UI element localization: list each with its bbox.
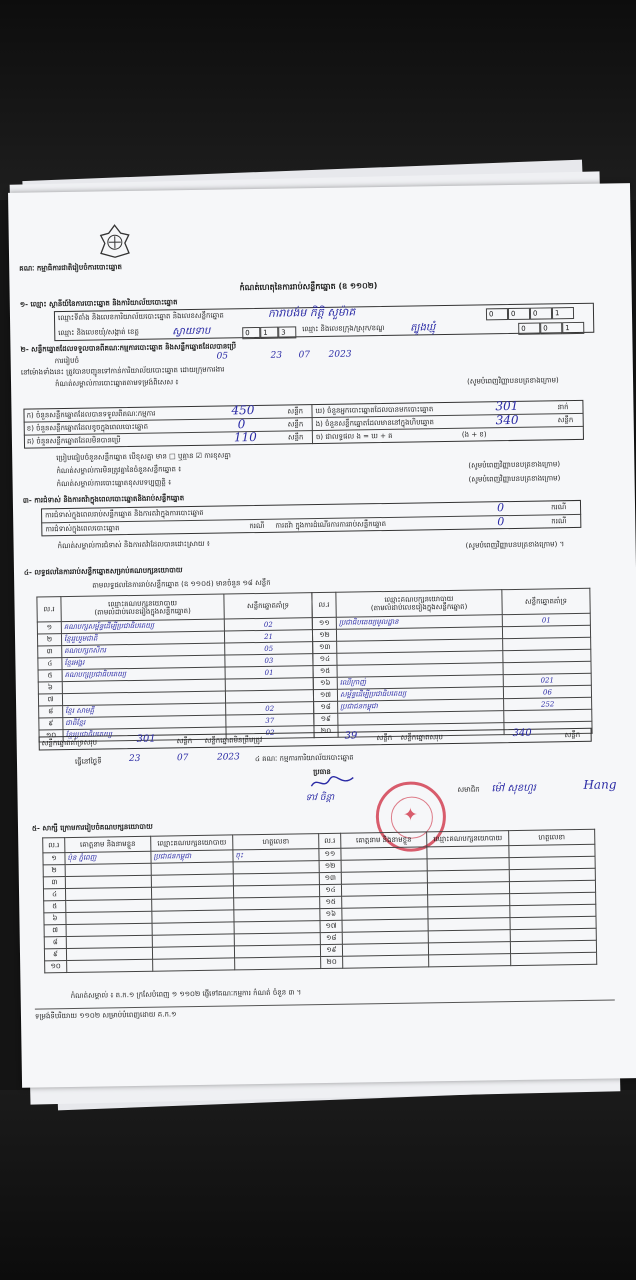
row-number: ១៨ — [320, 932, 342, 944]
form-title: កំណត់ហេតុនៃការរាប់សន្លឹកឆ្នោត (ឧ ១១០២) — [239, 281, 378, 293]
code-digit: 0 — [486, 308, 508, 320]
witness-signature: ចុះ — [233, 849, 319, 862]
party-name: ឈើក្រាញ់ — [337, 675, 503, 690]
row-number: ១ — [43, 853, 65, 865]
president-label: ប្រធាន — [313, 767, 331, 777]
section3-note-right: (សូមបំពេញវិញ្ញាបនបត្រខាងក្រោម) ។ — [465, 540, 565, 550]
row-number: ១០ — [45, 961, 67, 973]
party-votes: 252 — [504, 697, 592, 710]
section2-note2: កំណត់សម្គាល់ការមិនត្រូវគ្នានៃចំនួនសន្លឹកឆ្នោត ៖ — [56, 465, 182, 476]
col-sign-header: ហត្ថលេខា — [233, 834, 319, 850]
section3-row2-value: 0 — [497, 515, 505, 529]
code-digit: 3 — [278, 326, 296, 338]
section3-row2-mid: ការតវ៉ា ក្នុងការដំណើរការការរាប់សន្លឹកឆ្នោត — [275, 519, 387, 530]
section2-date-prefix: ការរៀបចំ — [54, 356, 80, 366]
col-no-header: ល.រ — [43, 838, 65, 853]
party-votes: 021 — [503, 673, 591, 686]
total-right-label: សន្លឹកឆ្នោតសរុប — [400, 733, 443, 742]
col-votes-header: សន្លឹកឆ្នោតគាំទ្រ — [502, 588, 590, 614]
party-name: គណបក្សកសិករ — [62, 643, 225, 658]
witness-name — [67, 959, 153, 972]
party-name: គណបក្សប្រជាធិបតេយ្យ — [62, 667, 225, 682]
total-left-value: 301 — [136, 733, 156, 745]
section1-row2-code — [242, 323, 296, 343]
president-name: ទាវ ចិន្តា — [305, 792, 335, 804]
sign-date-year: 2023 — [216, 752, 240, 763]
row-number: ៣ — [43, 877, 65, 889]
footer-rule — [35, 999, 615, 1009]
section2-line2: នៅម៉ោងទាំងនេះ ត្រូវបានបញ្ជូនទៅកាន់ការិយាល័យបោះឆ្នោត ដោយក្រុមការងារ — [20, 365, 225, 377]
section2-note2-right: (សូមបំពេញវិញ្ញាបនបត្រខាងក្រោម) — [468, 460, 561, 470]
sign-date-month: 07 — [176, 753, 189, 764]
total-mid-value: 39 — [344, 730, 358, 742]
code-digit: 0 — [530, 307, 552, 319]
total-mid-label: សន្លឹកឆ្នោតមិនត្រឹមត្រូវ — [204, 735, 263, 745]
section2-note3-right: (សូមបំពេញវិញ្ញាបនបត្រខាងក្រោម) — [468, 474, 561, 484]
president-signature — [307, 773, 357, 792]
rowB-value: 0 — [237, 417, 246, 432]
row-number: ១២ — [319, 860, 341, 872]
row-number: ១៦ — [320, 908, 342, 920]
party-name: ជាតិខ្មែរ — [63, 715, 226, 730]
seal-star-icon: ✦ — [402, 804, 419, 826]
section1-row1-label: ឈ្មោះទីតាំង និងលេខការិយាល័យបោះឆ្នោត និងលេខសន្លឹកឆ្នោត — [57, 311, 224, 323]
section1-row2b-value: ត្បូងឃ្មុំ — [410, 322, 436, 334]
witness-party — [429, 954, 511, 967]
section2-note1: កំណត់សម្គាល់ការបោះឆ្នោតតាមទម្រង់ពិសេស ៖ — [54, 378, 179, 389]
row-number: ១៤ — [313, 653, 337, 665]
row-number: ៧ — [38, 694, 62, 706]
col-party-title: ឈ្មោះគណបក្សនយោបាយ — [384, 594, 454, 605]
date-month: 07 — [298, 350, 311, 361]
member-label: សមាជិក — [457, 785, 480, 794]
rowD-label: ឃ) ចំនួនអ្នកបោះឆ្នោតដែលបានមកបោះឆ្នោត — [315, 405, 434, 416]
rowA-value: 450 — [231, 403, 255, 418]
rowC-unit: សន្លឹក — [287, 433, 304, 442]
party-votes: 01 — [502, 613, 590, 626]
row-number: ១៨ — [314, 701, 338, 713]
party-votes: 37 — [226, 714, 314, 727]
rowA-unit: សន្លឹក — [287, 407, 304, 416]
row-number: ១៥ — [313, 665, 337, 677]
col-name-header: គោត្តនាម និងនាមខ្លួន — [341, 832, 427, 848]
total-left-unit: សន្លឹក — [176, 737, 193, 746]
col-no-header: ល.រ — [312, 592, 336, 617]
section1-row1-value: ការាបង់ម កិត្តិ សួម៉ាគ — [267, 305, 356, 320]
section3-row2-unit: ករណី — [249, 521, 265, 531]
footer-code: ទម្រង់ទីបរិយាយ ១១០២ សម្រាប់បំពេញដោយ គ.ក.១ — [34, 1010, 177, 1021]
witness-name — [343, 955, 429, 968]
col-party-header: ឈ្មោះគណបក្សនយោបាយ — [151, 835, 233, 851]
col-party-subtitle: (តាមលំដាប់លេខរៀងក្នុងសន្លឹកឆ្នោត) — [370, 602, 468, 613]
row-number: ៥ — [38, 670, 62, 682]
row-number: ៨ — [44, 937, 66, 949]
rowF-formula: (ង + ខ) — [461, 430, 487, 439]
section5-title: ៥- សាក្សី ក្រោមការរៀបចំគណបក្សនយោបាយ — [31, 822, 153, 833]
row-number: ៤ — [43, 889, 65, 901]
party-votes: 21 — [224, 630, 312, 643]
party-votes: 05 — [225, 642, 313, 655]
nec-emblem-icon — [95, 223, 136, 260]
section1-row2b-code — [518, 319, 584, 339]
section1-row2b-label: ឈ្មោះ និងលេខក្រុង/ស្រុក/ខណ្ឌ — [302, 323, 385, 334]
witness-table — [42, 829, 597, 974]
row-number: ១១ — [319, 848, 341, 860]
member-signature: Hang — [583, 777, 617, 792]
party-name: ខ្មែររួបរួមជាតិ — [61, 631, 224, 646]
form-page — [8, 183, 636, 1088]
row-number: ៩ — [39, 718, 63, 730]
row-number: ២០ — [314, 725, 338, 737]
col-votes-header: សន្លឹកឆ្នោតគាំទ្រ — [224, 593, 312, 619]
witness-signature — [235, 957, 321, 970]
party-table-right — [311, 588, 592, 738]
row-number: ១ — [37, 622, 61, 634]
total-right-unit: សន្លឹក — [564, 730, 581, 740]
row-number: ១៤ — [319, 884, 341, 896]
party-votes: 03 — [225, 654, 313, 667]
party-votes: 02 — [224, 618, 312, 631]
row-number: ៩ — [44, 949, 66, 961]
party-name: ប្រជាធិបតេយ្យមូលដ្ឋាន — [336, 615, 502, 630]
witness-signature — [511, 952, 597, 965]
col-no-header: ល.រ — [37, 597, 61, 622]
party-votes: 02 — [226, 702, 314, 715]
total-mid-unit: សន្លឹក — [376, 733, 393, 743]
row-number: ១៧ — [313, 689, 337, 701]
section3-row2-unit2: ករណី — [551, 517, 567, 526]
col-party-header — [61, 594, 224, 622]
rowD-unit: នាក់ — [557, 403, 569, 412]
row-number: ៨ — [39, 706, 63, 718]
party-name: ខ្មែរអង្គរ — [62, 655, 225, 670]
witness-party — [153, 958, 235, 971]
rowD-value: 301 — [495, 398, 519, 414]
section1-row2-label: ឈ្មោះ និងលេខឃុំ/សង្កាត់ ខេត្ត — [58, 327, 139, 338]
col-name-header: គោត្តនាម និងនាមខ្លួន — [65, 836, 151, 852]
party-table-left — [36, 592, 314, 742]
section3-note: កំណត់សម្គាល់ការជំទាស់ និងការតវ៉ាដែលបានដោះស្រាយ ៖ — [57, 539, 210, 551]
rowE-label: ង) ចំនួនសន្លឹកឆ្នោតដែលមាននៅក្នុងហិបឆ្នោត — [315, 418, 435, 429]
code-digit: 1 — [260, 327, 278, 339]
col-party-subtitle: (តាមលំដាប់លេខរៀងក្នុងសន្លឹកឆ្នោត) — [94, 607, 191, 617]
code-digit: 1 — [562, 322, 584, 334]
party-name: ខ្មែរប្រជាធិបតេយ្យ — [63, 727, 226, 742]
row-number: ២ — [37, 634, 61, 646]
party-votes: 06 — [503, 685, 591, 698]
section1-row2-value: ស្វាយទាប — [172, 325, 211, 338]
date-day: 05 — [216, 351, 229, 362]
date-hour: 23 — [270, 350, 283, 361]
rowF-label: ច) ជាលទ្ធផល ង = ឃ + គ — [315, 431, 393, 442]
member-name: ម៉ៅ សុខហួរ — [491, 782, 536, 795]
section3-row1-label: ការជំទាស់ក្នុងពេលរាប់សន្លឹកឆ្នោត និងការតវ៉ាក្នុងការបោះឆ្នោត — [45, 508, 204, 520]
section4-subtitle: តាមលទ្ធផលនៃការរាប់សន្លឹកឆ្នោត (ឧ ១១០៥) មានចំនួន ១៨ សន្លឹក — [92, 578, 271, 590]
section4-title: ៤- លទ្ធផលនៃការរាប់សន្លឹកឆ្នោតសម្រាប់គណបក្សនយោបាយ — [23, 566, 183, 577]
rowA-label: ក) ចំនួនសន្លឹកឆ្នោតដែលបានទទួលពីគណៈកម្មការ — [26, 409, 156, 420]
col-sign-header: ហត្ថលេខា — [509, 829, 595, 845]
sign-date-day: 23 — [128, 753, 141, 765]
party-votes: 02 — [226, 726, 314, 739]
ministry-line: គណៈ កម្មាធិការជាតិរៀបចំការបោះឆ្នោត — [19, 263, 122, 273]
row-number: ៤ — [38, 658, 62, 670]
party-name: គណបក្សសម្ព័ន្ធដើម្បីប្រជាធិបតេយ្យ — [61, 619, 224, 634]
witness-name: ប៉ុន ភ្នំពេញ — [65, 851, 151, 864]
row-number: ៥ — [44, 901, 66, 913]
background-bottom — [0, 1090, 636, 1280]
rowB-unit: សន្លឹក — [287, 420, 304, 429]
section2-note3: កំណត់សម្គាល់ការបោះឆ្នោតខុសបទប្បញ្ញត្តិ ៖ — [56, 478, 172, 489]
section2-title: ២- សន្លឹកឆ្នោតដែលទទួលបានពីគណៈកម្មការបោះឆ្នោត និងសន្លឹកឆ្នោតដែលបានប្រើ — [20, 342, 237, 354]
row-number: ១២ — [312, 629, 336, 641]
row-number: ១៣ — [319, 872, 341, 884]
col-no-header: ល.រ — [319, 833, 341, 848]
total-left-label: សន្លឹកឆ្នោតគាំទ្រសរុប — [41, 738, 98, 748]
rowB-label: ខ) ចំនួនសន្លឹកឆ្នោតដែលខូចក្នុងពេលបោះឆ្នោត — [26, 422, 149, 433]
row-number: ១៥ — [320, 896, 342, 908]
row-number: ១១ — [312, 617, 336, 629]
row-number: ១៩ — [314, 713, 338, 725]
row-number: ២ — [43, 865, 65, 877]
row-number: ១៧ — [320, 920, 342, 932]
row-number: ១៣ — [313, 641, 337, 653]
section3-row1-value: 0 — [496, 501, 505, 515]
col-party-title: ឈ្មោះគណបក្សនយោបាយ — [107, 599, 178, 609]
rowC-label: គ) ចំនួនសន្លឹកឆ្នោតដែលមិនបានប្រើ — [26, 436, 121, 446]
col-party-header: ឈ្មោះគណបក្សនយោបាយ — [427, 831, 509, 847]
party-votes: 01 — [225, 666, 313, 679]
code-digit: 0 — [242, 327, 260, 339]
committee-label: ៤ គណៈ កម្មការការិយាល័យបោះឆ្នោត — [254, 753, 354, 764]
date-year: 2023 — [328, 349, 352, 360]
row-number: ១០ — [39, 730, 63, 742]
section3-row2-label: ការជំទាស់ក្នុងពេលបោះឆ្នោត — [45, 524, 120, 534]
total-right-value: 340 — [512, 727, 532, 740]
rowC-value: 110 — [233, 430, 257, 445]
rowE-unit: សន្លឹក — [557, 416, 574, 425]
footer-note: កំណត់សម្គាល់ ៖ ត.ក.១ ក្រសែបំពេញ ១ ១១០២ ផ្ញើទៅគណៈកម្មការ កំណត់ ចំនួន ៣ ។ — [70, 988, 302, 1000]
row-number: ៦ — [38, 682, 62, 694]
section3-title: ៣- ការជំទាស់ និងការតវ៉ាក្នុងពេលបោះឆ្នោតនិងរាប់សន្លឹកឆ្នោត — [22, 494, 185, 505]
col-party-header — [336, 590, 502, 618]
code-digit: 0 — [518, 323, 540, 335]
row-number: ១៩ — [320, 944, 342, 956]
row-number: ១៦ — [313, 677, 337, 689]
section1-title: ១- ឈ្មោះ ស្ថានីយ៍នៃការបោះឆ្នោត និងការិយាល័យបោះឆ្នោត — [19, 298, 178, 309]
witness-party: ប្រជាជនកម្ពុជា — [151, 850, 233, 863]
rowE-value: 340 — [495, 412, 519, 428]
row-number: ៦ — [44, 913, 66, 925]
section2-note1-right: (សូមបំពេញវិញ្ញាបនបត្រខាងក្រោម) — [466, 376, 559, 386]
date-prefix: ធ្វើនៅថ្ងៃទី — [74, 757, 102, 766]
row-number: ២០ — [321, 956, 343, 968]
code-digit: 1 — [552, 307, 574, 319]
code-digit: 0 — [508, 308, 530, 320]
party-name: ប្រជាជនកម្ពុជា — [338, 699, 504, 714]
row-number: ៣ — [38, 646, 62, 658]
party-name: សម្ព័ន្ធដើម្បីប្រជាធិបតេយ្យ — [337, 687, 503, 702]
row-number: ៧ — [44, 925, 66, 937]
section3-row1-unit: ករណី — [550, 503, 567, 512]
party-name: ខ្មែរ សាមគ្គី — [63, 703, 226, 718]
code-digit: 0 — [540, 322, 562, 334]
section2-check-line: ប្រៀបធៀបចំនួនសន្លឹកឆ្នោត បើខុសគ្នា មាន □ ឬគ្មាន ☑ ការខុសគ្នា — [56, 451, 231, 463]
